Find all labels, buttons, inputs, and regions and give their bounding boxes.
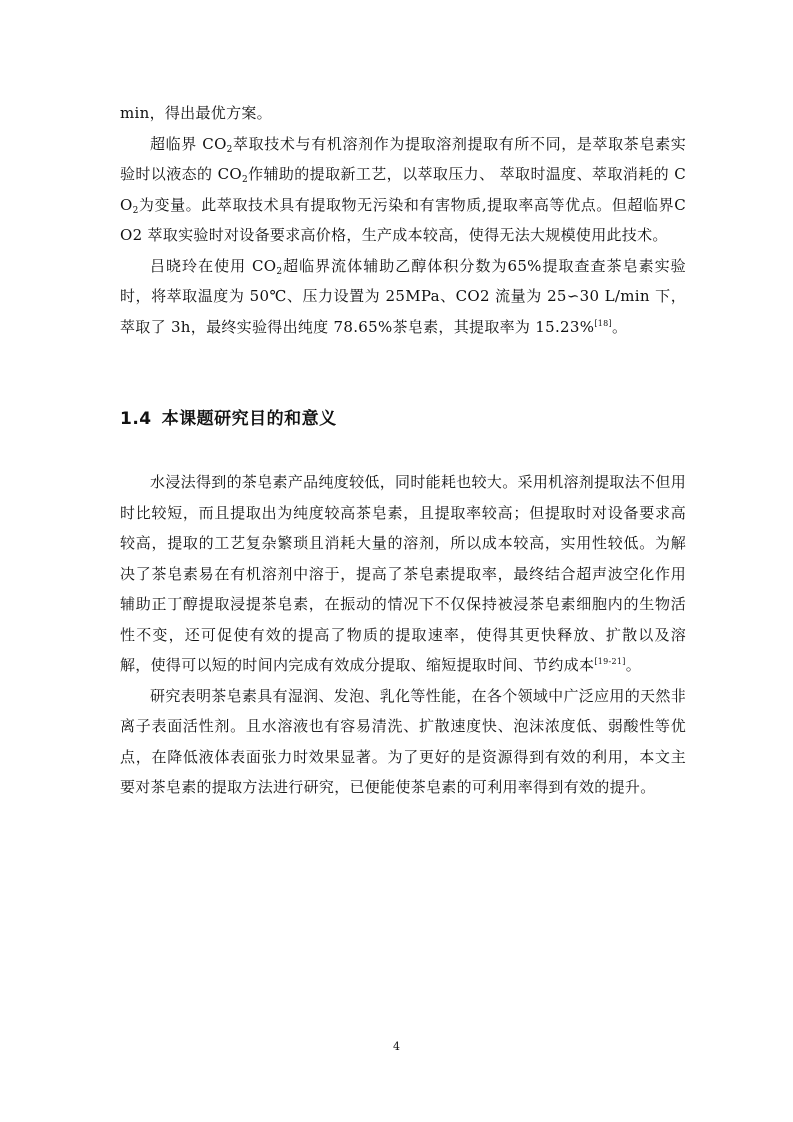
citation-superscript: [18]: [594, 318, 612, 328]
page-number: 4: [393, 1040, 400, 1053]
body-text-block-2: [120, 467, 686, 803]
text-run: 。: [625, 656, 642, 674]
citation-superscript: [19-21]: [594, 657, 626, 666]
subscript: 2: [132, 205, 139, 216]
section-heading: [120, 404, 337, 429]
paragraph-water-extraction: [120, 467, 686, 681]
text-run: 水浸法得到的茶皂素产品纯度较低，同时能耗也较大。采用机溶剂提取法不但用时比较短，而且提取出为纯度较高茶皂素，且提取率较高；但提取时对设备要求高较高，提取的工艺复杂繁琐且消耗大量的溶剂，所以成本较高，实用性较低。为解决了茶皂素易在有机溶剂中溶于，提高了茶皂素提取率，最终结合超声波空化作用辅助正丁醇提取浸提茶皂素，在振动的情况下不仅保持被浸茶皂素细胞内的生物活性不变，还可促使有效的提高了物质的提取速率，使得其更快释放、扩散以及溶解，使得可以短的时间内完成有效成分提取、缩短提取时间、节约成本: [120, 473, 686, 674]
subscript: 2: [226, 144, 233, 155]
text-run: 为变量。此萃取技术具有提取物无污染和有害物质,提取率高等优点。但超临界CO2 萃取实验时对设备要求高价格，生产成本较高，使得无法大规模使用此技术。: [120, 195, 686, 244]
text-run: 超临界流体辅助乙醇体积分数为65%提取查查茶皂素实验时，将萃取温度为 50℃、压力设置为 25MPa、CO2 流量为 25∽30 L/min 下，萃取了 3h，最终实验得出纯度 78.65%茶皂素，其提取率为 15.23%: [120, 256, 686, 336]
paragraph-text: min，得出最优方案。: [120, 104, 272, 122]
paragraph-research-significance: [120, 681, 686, 803]
paragraph-lv-xiaoling: [120, 251, 686, 343]
text-run: 超临界 CO: [150, 134, 227, 153]
text-run: 作辅助的提取新工艺，以萃取压力、 萃取时温度、萃取消耗的 CO: [120, 165, 686, 214]
body-text-block-1: [120, 98, 686, 342]
subscript: 2: [241, 175, 248, 185]
paragraph-supercritical-co2: [120, 129, 686, 251]
paragraph-text: 研究表明茶皂素具有湿润、发泡、乳化等性能，在各个领域中广泛应用的天然非离子表面活性剂。且水溶液也有容易清洗、扩散速度快、泡沫浓度低、弱酸性等优点，在降低液体表面张力时效果显著。为了更好的是资源得到有效的利用，本文主要对茶皂素的提取方法进行研究，已便能使茶皂素的可利用率得到有效的提升。: [120, 686, 686, 796]
text-run: 。: [611, 317, 628, 336]
subscript: 2: [276, 266, 283, 277]
section-title: 本课题研究目的和意义: [161, 409, 337, 429]
section-number: 1.4: [120, 409, 152, 429]
text-run: 吕晓玲在使用 CO: [150, 256, 277, 275]
text-run: 萃取技术与有机溶剂作为提取溶剂提取有所不同，是萃取茶皂素实验时以液态的 CO: [120, 134, 687, 183]
paragraph-continuation: [120, 98, 686, 129]
